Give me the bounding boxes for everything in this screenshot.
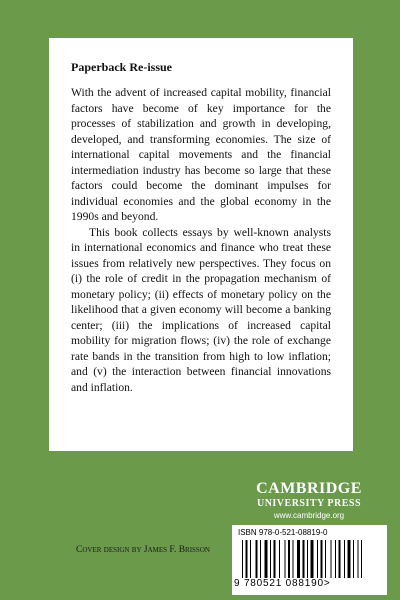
publisher-subtitle: UNIVERSITY PRESS xyxy=(256,498,362,509)
reissue-heading: Paperback Re-issue xyxy=(71,60,172,74)
publisher-block xyxy=(230,478,390,596)
publisher-name: CAMBRIDGE xyxy=(256,480,362,497)
blurb-paragraph-2: This book collects essays by well-known analysts in international economics and finance who treat these issues from relatively new perspectives. They focus on (i) the role of credit in the propagation mechanism of monetary policy; (ii) effects of monetary policy on the likelihood that a given economy will become a banking center; (iii) the implications of increased capital mobility for migration flows; (iv) the role of exchange rate bands in the transition from high to low inflation; and (v) the interaction between financial innovations and inflation. xyxy=(71,225,331,394)
barcode-digits xyxy=(234,578,384,589)
blurb-text xyxy=(71,85,331,395)
barcode-icon xyxy=(238,540,382,578)
blurb-paragraph-1: With the advent of increased capital mobility, financial factors have become of key importance for the processes of stabilization and growth in developing, developed, and transforming economies. The size of international capital movements and the financial intermediation industry has become so large that these factors could become the dominant impulses for individual economies and the global economy in the 1990s and beyond. xyxy=(71,86,331,223)
barcode-number: 9 780521 088190 xyxy=(234,578,324,589)
barcode-end-mark: > xyxy=(323,578,331,589)
isbn-label: ISBN 978-0-521-08819-0 xyxy=(238,528,328,537)
cover-design-credit: Cover design by James F. Brisson xyxy=(76,545,210,555)
isbn-barcode-box xyxy=(232,525,387,595)
blurb-panel xyxy=(49,38,353,451)
publisher-url: www.cambridge.org xyxy=(273,511,345,520)
